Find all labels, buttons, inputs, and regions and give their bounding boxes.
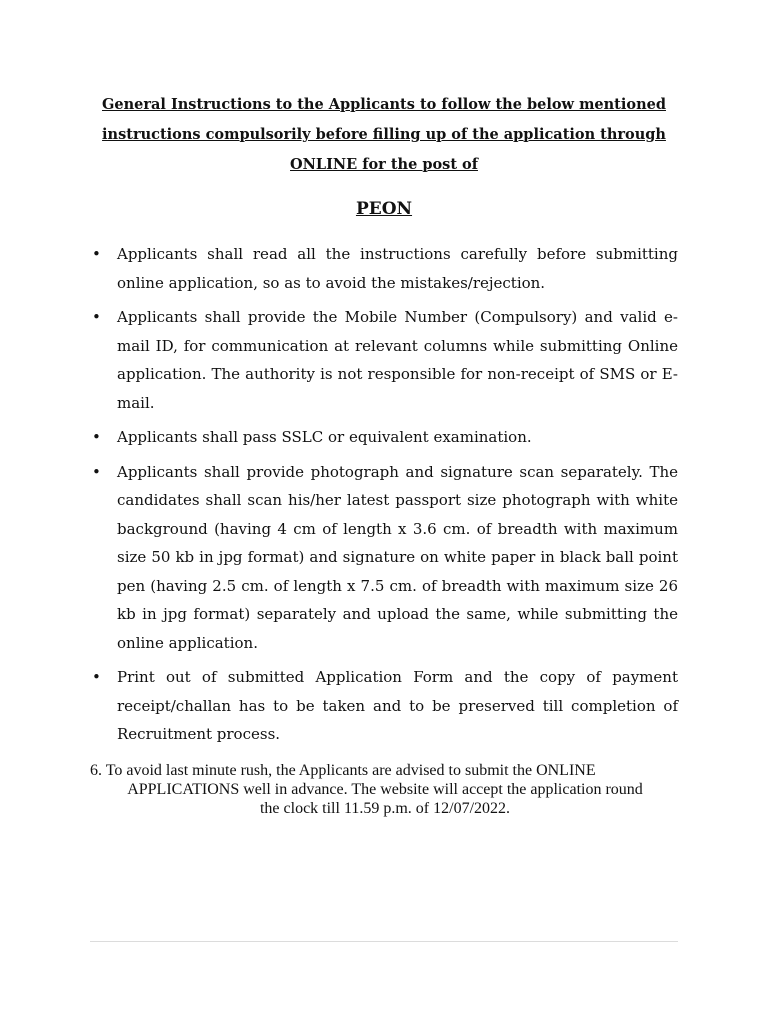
list-item <box>90 303 678 417</box>
footer-divider <box>90 941 678 942</box>
instruction-6-line-3: the clock till 11.59 p.m. of 12/07/2022. <box>259 800 511 817</box>
instruction-6-line-1: 6. To avoid last minute rush, the Applicants are advised to submit the ONLINE <box>90 762 596 779</box>
list-item-text: Applicants shall provide the Mobile Number (Compulsory) and valid e-mail ID, for communication at relevant columns while submitting Online application. The authority is not responsible for non-receipt of SMS or E-mail. <box>117 308 678 412</box>
post-title: PEON <box>355 199 413 219</box>
list-item-text: Print out of submitted Application Form and the copy of payment receipt/challan has to be taken and to be preserved till completion of Recruitment process. <box>117 668 678 743</box>
list-item <box>90 423 678 452</box>
instruction-list <box>90 240 678 755</box>
list-item <box>90 458 678 658</box>
bullet-icon: • <box>92 308 101 326</box>
bullet-icon: • <box>92 245 101 263</box>
list-item <box>90 663 678 749</box>
heading-line-3: ONLINE for the post of <box>290 156 478 173</box>
bullet-icon: • <box>92 668 101 686</box>
numbered-instruction-6 <box>90 761 680 818</box>
heading-line-2: instructions compulsorily before filling up of the application through <box>102 126 666 143</box>
bullet-icon: • <box>92 428 101 446</box>
document-heading <box>90 90 678 180</box>
list-item <box>90 240 678 297</box>
bullet-icon: • <box>92 462 101 481</box>
list-item-text: Applicants shall pass SSLC or equivalent examination. <box>117 428 532 446</box>
list-item-text: Applicants shall provide photograph and signature scan separately. The candidates shall scan his/her latest passport size photograph with white background (having 4 cm of length x 3.6 cm. of breadth with maximum size 50 kb in jpg format) and signature on white paper in black ball point pen (having 2.5 cm. of length x 7.5 cm. of breadth with maximum size 26 kb in jpg format) separately and upload the same, while submitting the online application. <box>117 462 678 652</box>
instruction-6-line-2: APPLICATIONS well in advance. The website will accept the application round <box>127 781 643 798</box>
list-item-text: Applicants shall read all the instructions carefully before submitting online application, so as to avoid the mistakes/rejection. <box>117 245 678 292</box>
heading-line-1: General Instructions to the Applicants to follow the below mentioned <box>102 96 666 113</box>
